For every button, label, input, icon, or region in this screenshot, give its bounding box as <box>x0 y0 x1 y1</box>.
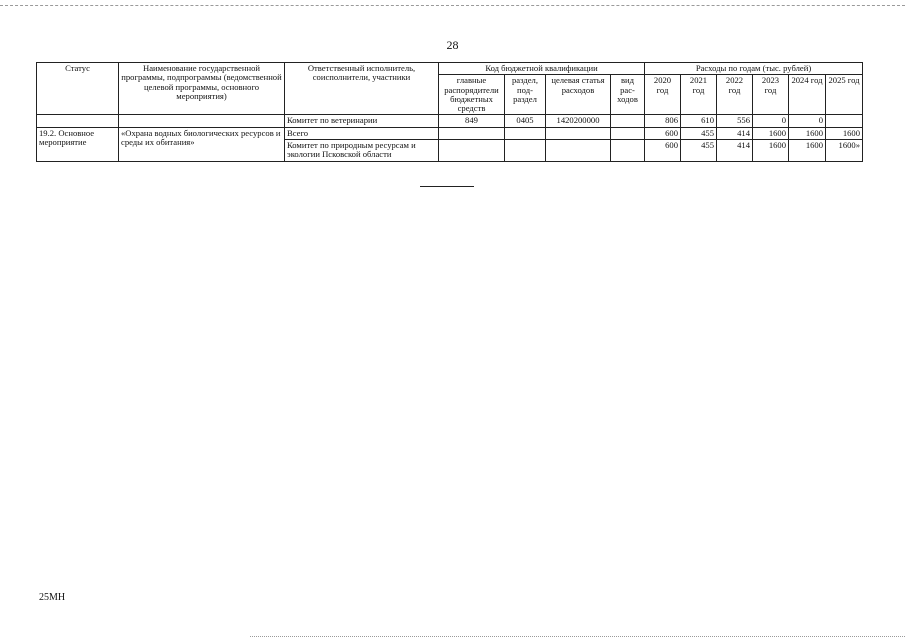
cell-program-name: «Охрана водных биологических ресурсов и среды их обитания» <box>119 127 285 161</box>
cell-razdel <box>505 139 546 161</box>
cell-value-2020: 806 <box>645 115 681 127</box>
cell-target-article <box>546 127 611 139</box>
scan-edge-top <box>0 5 905 6</box>
scan-edge-bottom <box>250 636 905 637</box>
footer-code: 25МН <box>39 592 66 603</box>
header-year-2022: 2022 год <box>717 75 753 115</box>
header-expense-type: вид рас-ходов <box>611 75 645 115</box>
cell-value-2025 <box>826 115 863 127</box>
cell-value-2024: 1600 <box>789 139 826 161</box>
cell-expense-type <box>611 127 645 139</box>
cell-value-2024: 1600 <box>789 127 826 139</box>
header-executor: Ответственный исполнитель, соисполнители, участники <box>285 63 439 115</box>
cell-value-2020: 600 <box>645 139 681 161</box>
cell-value-2021: 610 <box>681 115 717 127</box>
header-grbs: главные распорядители бюджетных средств <box>439 75 505 115</box>
cell-executor: Всего <box>285 127 439 139</box>
header-expenses-by-year: Расходы по годам (тыс. рублей) <box>645 63 863 75</box>
cell-value-2020: 600 <box>645 127 681 139</box>
header-budget-code: Код бюджетной квалификации <box>439 63 645 75</box>
cell-value-2022: 556 <box>717 115 753 127</box>
cell-grbs: 849 <box>439 115 505 127</box>
header-year-2024: 2024 год <box>789 75 826 115</box>
header-year-2021: 2021 год <box>681 75 717 115</box>
table-row <box>37 115 863 127</box>
cell-value-2025: 1600» <box>826 139 863 161</box>
cell-value-2025: 1600 <box>826 127 863 139</box>
table-row <box>37 127 863 139</box>
cell-razdel <box>505 127 546 139</box>
cell-target-article: 1420200000 <box>546 115 611 127</box>
header-row-top <box>37 63 863 75</box>
cell-value-2021: 455 <box>681 139 717 161</box>
header-year-2023: 2023 год <box>753 75 789 115</box>
cell-status: 19.2. Основное мероприятие <box>37 127 119 161</box>
header-target-article: целевая статья расходов <box>546 75 611 115</box>
cell-grbs <box>439 127 505 139</box>
cell-value-2022: 414 <box>717 127 753 139</box>
cell-value-2023: 1600 <box>753 127 789 139</box>
cell-executor: Комитет по природным ресурсам и экологии Псковской области <box>285 139 439 161</box>
cell-grbs <box>439 139 505 161</box>
cell-value-2022: 414 <box>717 139 753 161</box>
cell-executor: Комитет по ветеринарии <box>285 115 439 127</box>
cell-razdel: 0405 <box>505 115 546 127</box>
closing-rule <box>420 186 474 187</box>
header-status: Статус <box>37 63 119 115</box>
cell-value-2023: 1600 <box>753 139 789 161</box>
cell-expense-type <box>611 115 645 127</box>
header-program-name: Наименование государственной программы, подпрограммы (ведомственной целевой программы, основного мероприятия) <box>119 63 285 115</box>
cell-value-2021: 455 <box>681 127 717 139</box>
cell-value-2023: 0 <box>753 115 789 127</box>
header-razdel: раздел, под-раздел <box>505 75 546 115</box>
cell-expense-type <box>611 139 645 161</box>
header-year-2020: 2020 год <box>645 75 681 115</box>
cell-target-article <box>546 139 611 161</box>
cell-program-name <box>119 115 285 127</box>
cell-status <box>37 115 119 127</box>
page-number: 28 <box>446 38 459 52</box>
budget-table <box>36 62 863 162</box>
header-year-2025: 2025 год <box>826 75 863 115</box>
cell-value-2024: 0 <box>789 115 826 127</box>
